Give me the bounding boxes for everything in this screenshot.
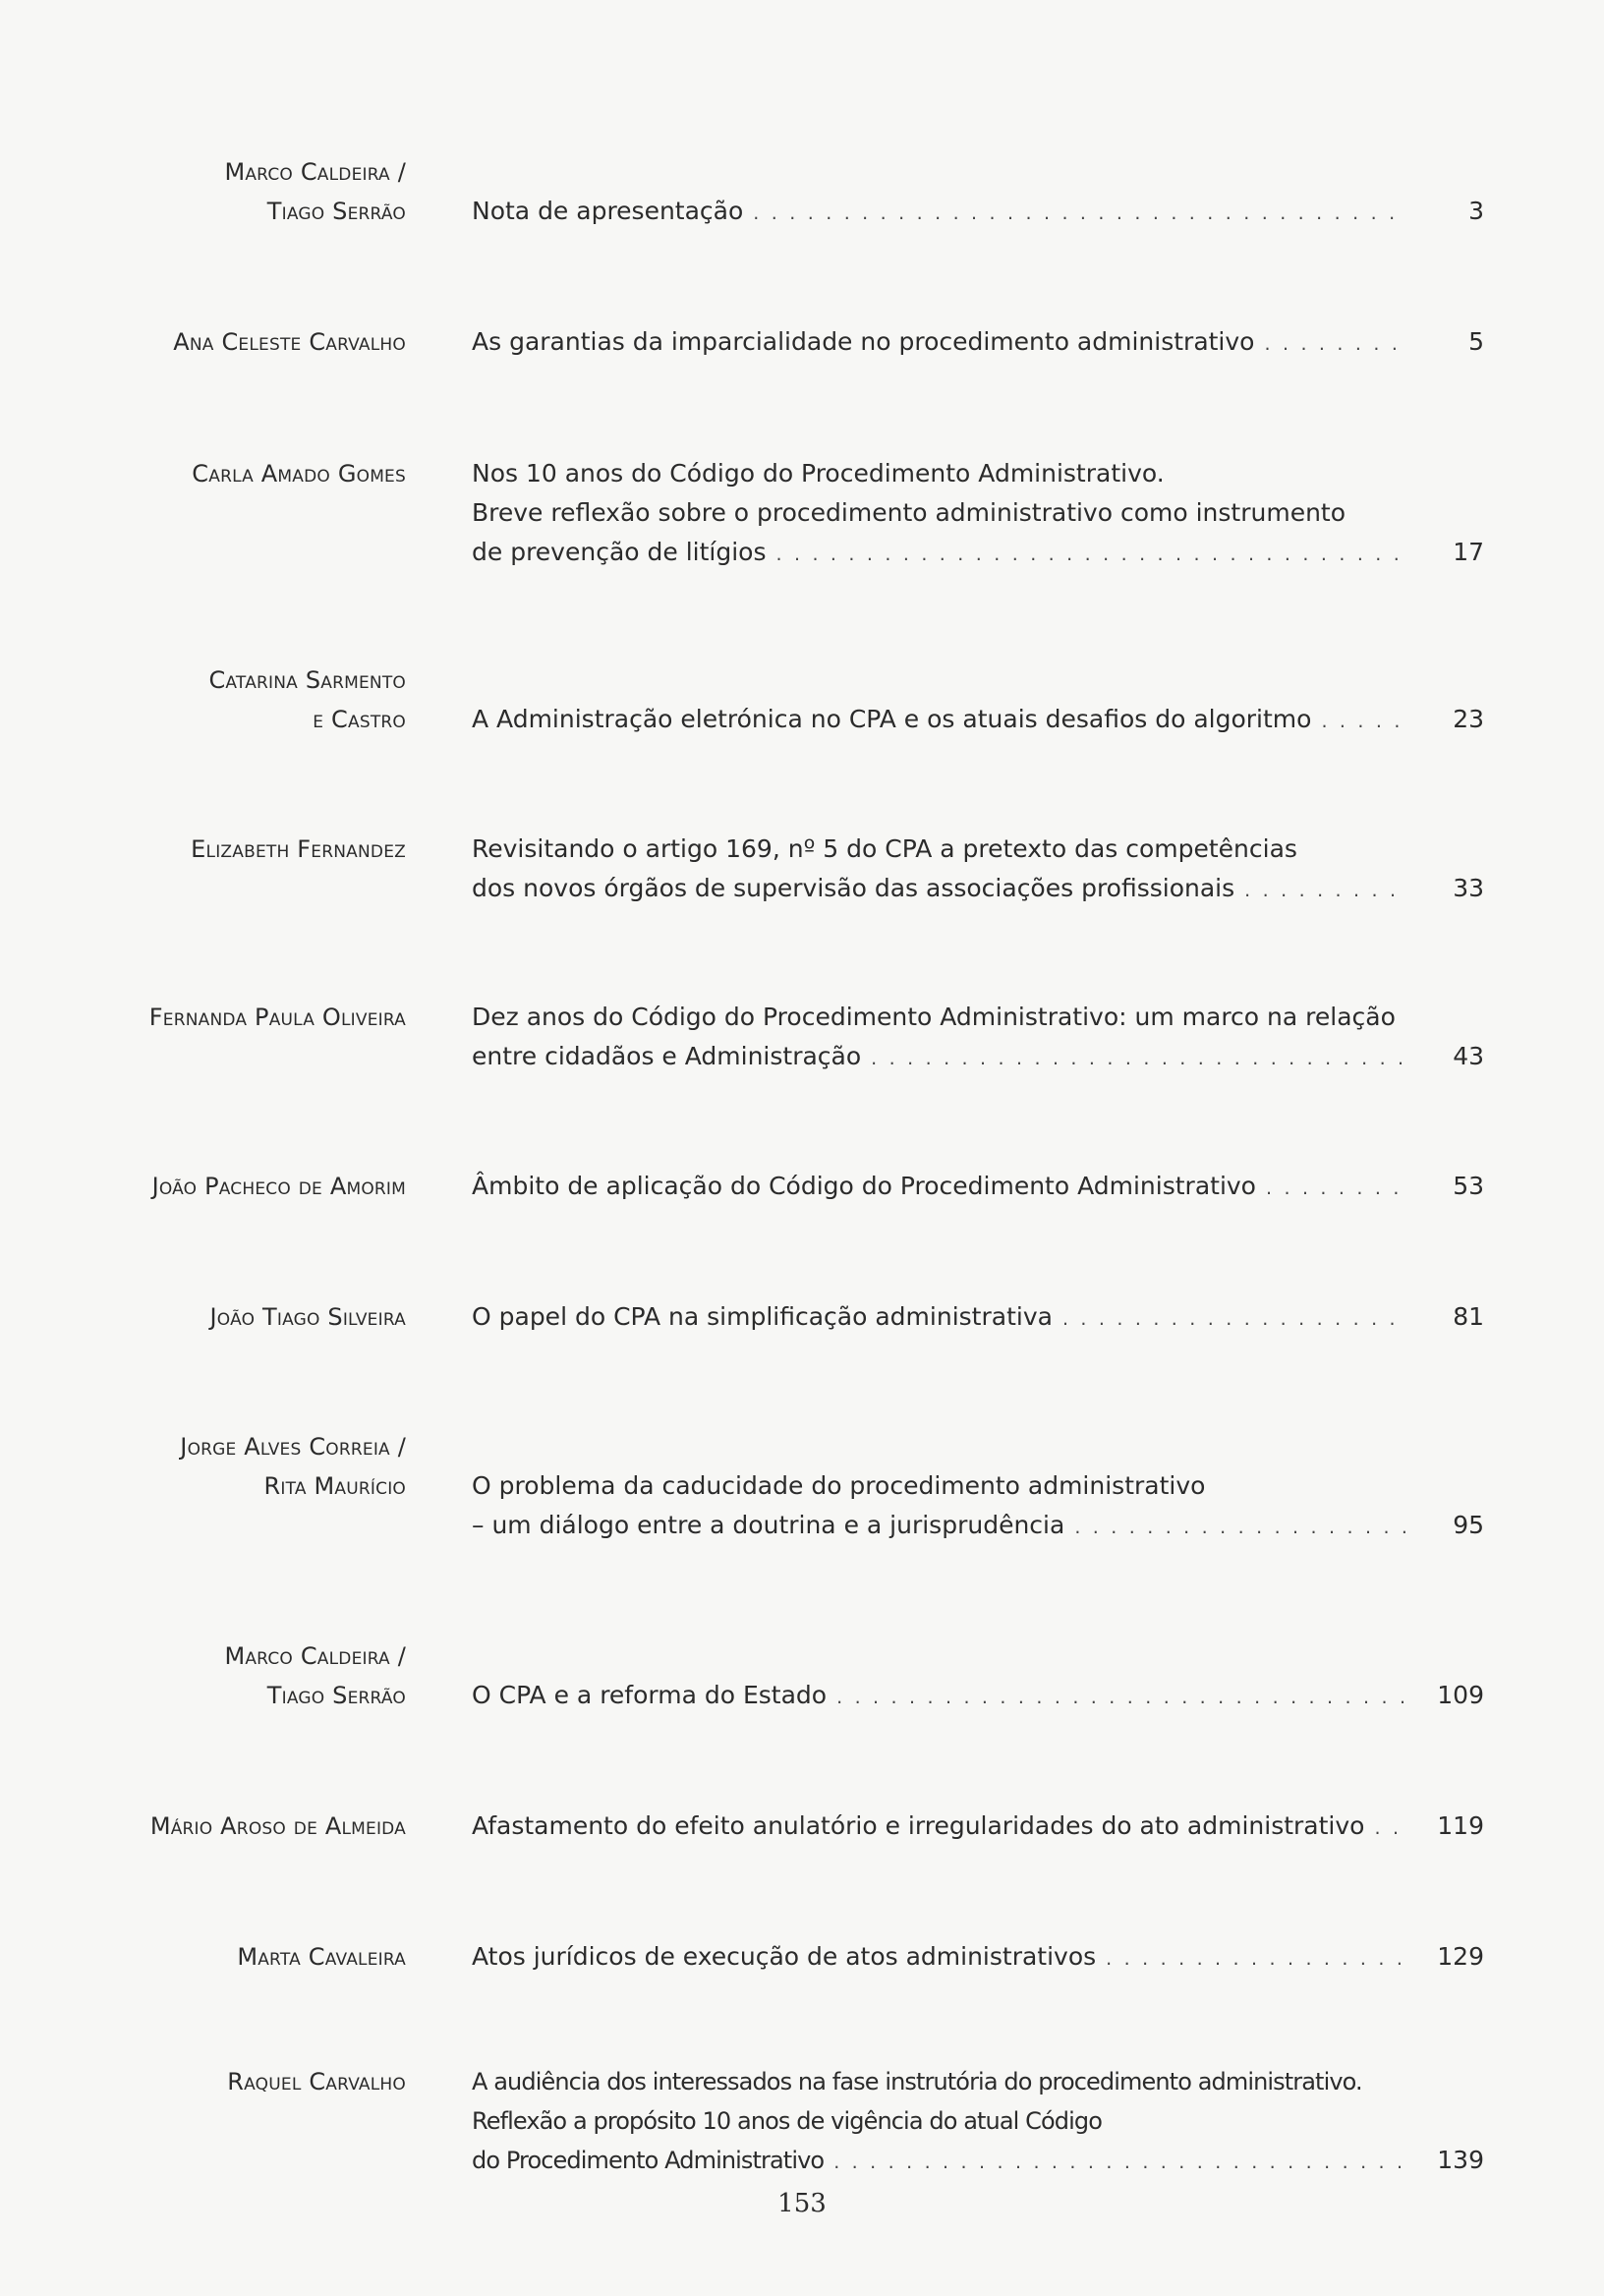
entry-page-number: 95 [1453,1511,1484,1539]
entry-page-number: 17 [1453,538,1484,566]
entry-author: João Pacheco de Amorim [151,1173,406,1200]
entry-page-number: 53 [1453,1172,1484,1200]
leader-dots [1266,1169,1407,1208]
leader-dots [1244,871,1407,910]
leader-dots [833,2143,1407,2182]
entry-author: Ana Celeste Carvalho [173,328,406,356]
entry-page-number: 81 [1453,1302,1484,1331]
entry-title: O papel do CPA na simplificação administrativa . . . [472,1297,1474,1339]
entry-page-number: 5 [1468,327,1484,356]
entry-author: Marco Caldeira / Tiago Serrão [224,158,406,225]
entry-author: Mário Aroso de Almeida [149,1812,406,1840]
entry-title: Revisitando o artigo 169, nº 5 do CPA a pretexto das competências dos novos órgãos de supervisão das associações profissionais . . . [472,830,1474,910]
entry-title: Âmbito de aplicação do Código do Procedimento Administrativo . . . [472,1167,1474,1208]
entry-author: Jorge Alves Correia / Rita Maurício [180,1433,406,1500]
entry-page-number: 23 [1453,705,1484,733]
entry-page-number: 3 [1468,197,1484,225]
entry-page-number: 109 [1437,1681,1484,1709]
entry-author: João Tiago Silveira [209,1303,406,1331]
leader-dots [1374,1808,1407,1848]
entry-author: Marco Caldeira / Tiago Serrão [224,1642,406,1709]
entry-title: Atos jurídicos de execução de atos administrativos . . . [472,1937,1474,1979]
entry-page-number: 33 [1453,874,1484,902]
entry-title: Nos 10 anos do Código do Procedimento Administrativo. Breve reflexão sobre o procedimento administrativo como instrumento de prevenção de litígios . . . [472,454,1474,574]
entry-title: O CPA e a reforma do Estado . . . [472,1676,1474,1717]
entry-title: Nota de apresentação . . . [472,192,1474,233]
entry-title: A audiência dos interessados na fase instrutória do procedimento administrativo. Reflexão a propósito 10 anos de vigência do atual Código do Procedimento Administrativo . . . [472,2062,1474,2182]
entry-title: As garantias da imparcialidade no procedimento administrativo . . . [472,322,1474,364]
leader-dots [1321,702,1407,741]
entry-page-number: 119 [1437,1811,1484,1840]
leader-dots [1106,1939,1407,1979]
leader-dots [836,1678,1407,1717]
page-folio: 153 [777,2189,827,2218]
entry-title: O problema da caducidade do procedimento administrativo – um diálogo entre a doutrina e a jurisprudência . . . [472,1466,1474,1547]
entry-title: Dez anos do Código do Procedimento Administrativo: um marco na relação entre cidadãos e Administração . . . [472,998,1474,1078]
entry-author: Fernanda Paula Oliveira [148,1004,406,1031]
entry-author: Carla Amado Gomes [192,460,406,488]
leader-dots [871,1039,1407,1078]
leader-dots [775,535,1407,574]
entry-title: Afastamento do efeito anulatório e irregularidades do ato administrativo . . . [472,1807,1474,1848]
leader-dots [1062,1299,1407,1339]
entry-author: Elizabeth Fernandez [191,835,406,863]
entry-title: A Administração eletrónica no CPA e os atuais desafios do algoritmo . . . [472,700,1474,741]
entry-page-number: 43 [1453,1042,1484,1070]
leader-dots [1264,324,1407,364]
entry-author: Raquel Carvalho [227,2068,406,2095]
entry-author: Marta Cavaleira [237,1943,406,1971]
entry-page-number: 129 [1437,1942,1484,1971]
leader-dots [753,194,1407,233]
entry-author: Catarina Sarmento e Castro [208,666,406,733]
leader-dots [1074,1508,1407,1547]
entry-page-number: 139 [1437,2146,1484,2174]
